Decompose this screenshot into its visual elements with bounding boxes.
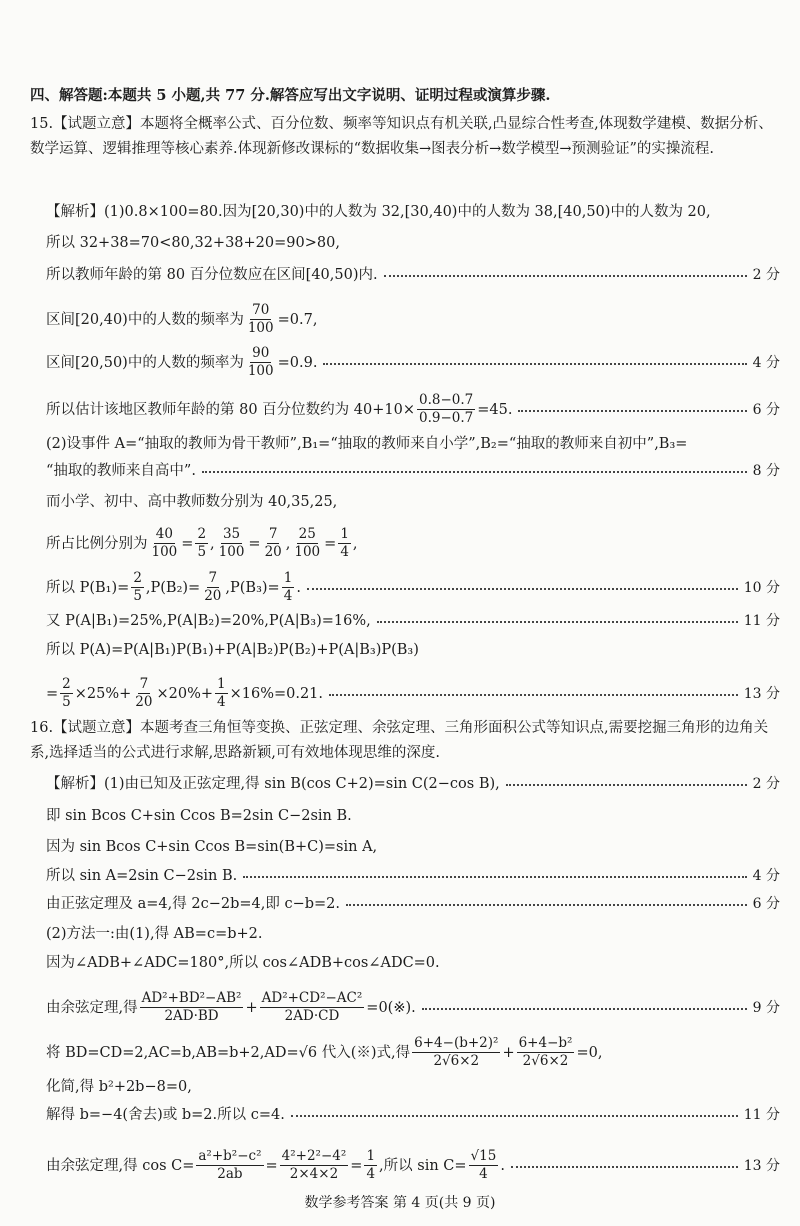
fraction: $\frac{2}{5}$ [62, 676, 71, 710]
score-label: 13 分 [743, 685, 780, 702]
fraction: $\frac{√15}{4}$ [470, 1148, 497, 1182]
fraction: $\frac{1}{4}$ [217, 676, 226, 710]
score-label: 6 分 [752, 896, 780, 912]
q16-intent: 16.【试题立意】本题考查三角恒等变换、正弦定理、余弦定理、三角形面积公式等知识点,需要挖掘三角形的边角关系,选择适当的公式进行求解,思路新颖,可有效地体现思维的深度. [30, 720, 769, 761]
fraction: $\frac{\text{a²+b²−c²}}{2ab}$ [198, 1148, 262, 1182]
fraction: $\frac{25}{100}$ [294, 526, 321, 560]
q16-line-1: 【解析】(1)由已知及正弦定理,得 sin B(cos C+2)=sin C(2−cos B), 2 分 [46, 776, 780, 792]
score-label: 10 分 [743, 579, 780, 596]
leader-dots [346, 902, 747, 906]
q16-line-11: 解得 b=−4(舍去)或 b=2.所以 c=4. 11 分 [46, 1107, 780, 1123]
q16-line-12: 由余弦定理,得 cos C= $\frac{\text{a²+b²−c²}}{2ab}$ = $\frac{\text{4²+2²−4²}}{2\times 4\times 2}$ = $\frac{1}{4}$ ,所以 sin C= $\frac{√15}{4}$ . 13 分 [46, 1148, 780, 1182]
q16-line-2: 即 sin Bcos C+sin Ccos B=2sin C−2sin B. [46, 808, 352, 824]
q15-line-10: 所占比例分别为 $\frac{40}{100}$ = $\frac{2}{5}$ , $\frac{35}{100}$ = $\frac{7}{20}$ , $\frac{25}{100}$ = $\frac{1}{4}$ , [46, 526, 358, 560]
q15-line-11: 所以 P(B₁)= $\frac{2}{5}$ ,P(B₂)= $\frac{7}{20}$ ,P(B₃)= $\frac{1}{4}$ . 10 分 [46, 570, 780, 604]
q16-line-7: 因为∠ADB+∠ADC=180°,所以 cos∠ADB+cos∠ADC=0. [46, 955, 440, 971]
score-label: 13 分 [743, 1157, 780, 1174]
q16-line-10: 化简,得 b²+2b−8=0, [46, 1079, 192, 1095]
leader-dots [422, 1006, 747, 1010]
page-footer: 数学参考答案 第 4 页(共 9 页) [304, 1195, 496, 1211]
fraction: $\frac{7}{20}$ [264, 526, 282, 560]
leader-dots [291, 1113, 738, 1117]
score-label: 11 分 [743, 613, 780, 629]
q16-line-4: 所以 sin A=2sin C−2sin B. 4 分 [46, 868, 780, 884]
fraction: $\frac{7}{20}$ [135, 676, 153, 710]
score-label: 6 分 [752, 401, 780, 418]
fraction: $\frac{1}{4}$ [340, 526, 349, 560]
leader-dots [202, 469, 747, 473]
q15-intent: 15.【试题立意】本题将全概率公式、百分位数、频率等知识点有机关联,凸显综合性考查,体现数学建模、数据分析、数学运算、逻辑推理等核心素养.体现新修改课标的“数据收集→图表分析→数学模型→预测验证”的实操流程. [30, 116, 773, 157]
q15-line-1: 【解析】(1)0.8×100=80.因为[20,30)中的人数为 32,[30,40)中的人数为 38,[40,50)中的人数为 20, [46, 204, 711, 220]
q16-line-8: 由余弦定理,得 $\frac{\text{AD²+BD²−AB²}}{2AD\cdot BD}$ + $\frac{\text{AD²+CD²−AC²}}{2AD\cdot CD}$ =0(※). 9 分 [46, 990, 780, 1024]
fraction: $\frac{90}{100}$ [247, 345, 274, 379]
q15-line-13: 所以 P(A)=P(A|B₁)P(B₁)+P(A|B₂)P(B₂)+P(A|B₃)P(B₃) [46, 642, 419, 658]
fraction: $\frac{1}{4}$ [283, 570, 293, 604]
fraction: $\frac{\text{6+4−(b+2)²}}{2√6\times 2}$ [414, 1035, 499, 1069]
fraction: $\frac{\text{4²+2²−4²}}{2\times 4\times 2}$ [281, 1148, 347, 1182]
q15-line-7: (2)设事件 A=“抽取的教师为骨干教师”,B₁=“抽取的教师来自小学”,B₂=“抽取的教师来自初中”,B₃= [46, 436, 688, 452]
score-label: 2 分 [752, 267, 780, 283]
q15-line-4: 区间[20,40)中的人数的频率为 $\frac{70}{100}$ =0.7, [46, 302, 318, 336]
q16-line-9: 将 BD=CD=2,AC=b,AB=b+2,AD=√6 代入(※)式,得 $\frac{\text{6+4−(b+2)²}}{2√6\times 2}$ + $\frac{\text{6+4−b²}}{2√6\times 2}$ =0, [46, 1035, 603, 1069]
fraction: $\frac{1}{4}$ [366, 1148, 376, 1182]
fraction: $\frac{7}{20}$ [204, 570, 222, 604]
fraction: $\frac{\text{6+4−b²}}{2√6\times 2}$ [518, 1035, 573, 1069]
q15-line-9: 而小学、初中、高中教师数分别为 40,35,25, [46, 494, 338, 510]
score-label: 11 分 [743, 1107, 780, 1123]
fraction: $\frac{\text{AD²+BD²−AB²}}{2AD\cdot BD}$ [141, 990, 242, 1024]
q16-line-3: 因为 sin Bcos C+sin Ccos B=sin(B+C)=sin A, [46, 839, 378, 855]
q15-line-2: 所以 32+38=70<80,32+38+20=90>80, [46, 235, 340, 251]
q15-line-5: 区间[20,50)中的人数的频率为 $\frac{90}{100}$ =0.9. 4 分 [46, 345, 780, 379]
leader-dots [518, 408, 746, 412]
leader-dots [384, 273, 747, 277]
leader-dots [377, 619, 738, 623]
leader-dots [329, 692, 738, 696]
score-label: 8 分 [752, 463, 780, 479]
leader-dots [323, 361, 746, 365]
fraction: $\frac{0.8-0.7}{0.9-0.7}$ [418, 392, 474, 426]
fraction: $\frac{2}{5}$ [197, 526, 207, 560]
q15-line-12: 又 P(A|B₁)=25%,P(A|B₂)=20%,P(A|B₃)=16%, 11 分 [46, 613, 780, 629]
section-title: 四、解答题:本题共 5 小题,共 77 分.解答应写出文字说明、证明过程或演算步骤. [30, 87, 551, 104]
leader-dots [243, 874, 746, 878]
fraction: $\frac{40}{100}$ [151, 526, 178, 560]
q16-line-5: 由正弦定理及 a=4,得 2c−2b=4,即 c−b=2. 6 分 [46, 896, 780, 912]
leader-dots [511, 1164, 738, 1168]
fraction: $\frac{70}{100}$ [247, 302, 274, 336]
score-label: 9 分 [752, 999, 780, 1016]
q15-line-8: “抽取的教师来自高中”. 8 分 [46, 463, 780, 479]
score-label: 4 分 [752, 868, 780, 884]
leader-dots [506, 782, 747, 786]
leader-dots [307, 586, 738, 590]
q15-line-6: 所以估计该地区教师年龄的第 80 百分位数约为 40+10× $\frac{0.8-0.7}{0.9-0.7}$ =45. 6 分 [46, 392, 780, 426]
fraction: $\frac{35}{100}$ [218, 526, 245, 560]
q15-line-3: 所以教师年龄的第 80 百分位数应在区间[40,50)内. 2 分 [46, 267, 780, 283]
fraction: $\frac{2}{5}$ [133, 570, 142, 604]
q16-line-6: (2)方法一:由(1),得 AB=c=b+2. [46, 926, 263, 942]
score-label: 2 分 [752, 776, 780, 792]
q15-line-14: = $\frac{2}{5}$ ×25%+ $\frac{7}{20}$ ×20%+ $\frac{1}{4}$ ×16%=0.21. 13 分 [46, 676, 780, 710]
score-label: 4 分 [752, 354, 780, 371]
fraction: $\frac{\text{AD²+CD²−AC²}}{2AD\cdot CD}$ [261, 990, 363, 1024]
